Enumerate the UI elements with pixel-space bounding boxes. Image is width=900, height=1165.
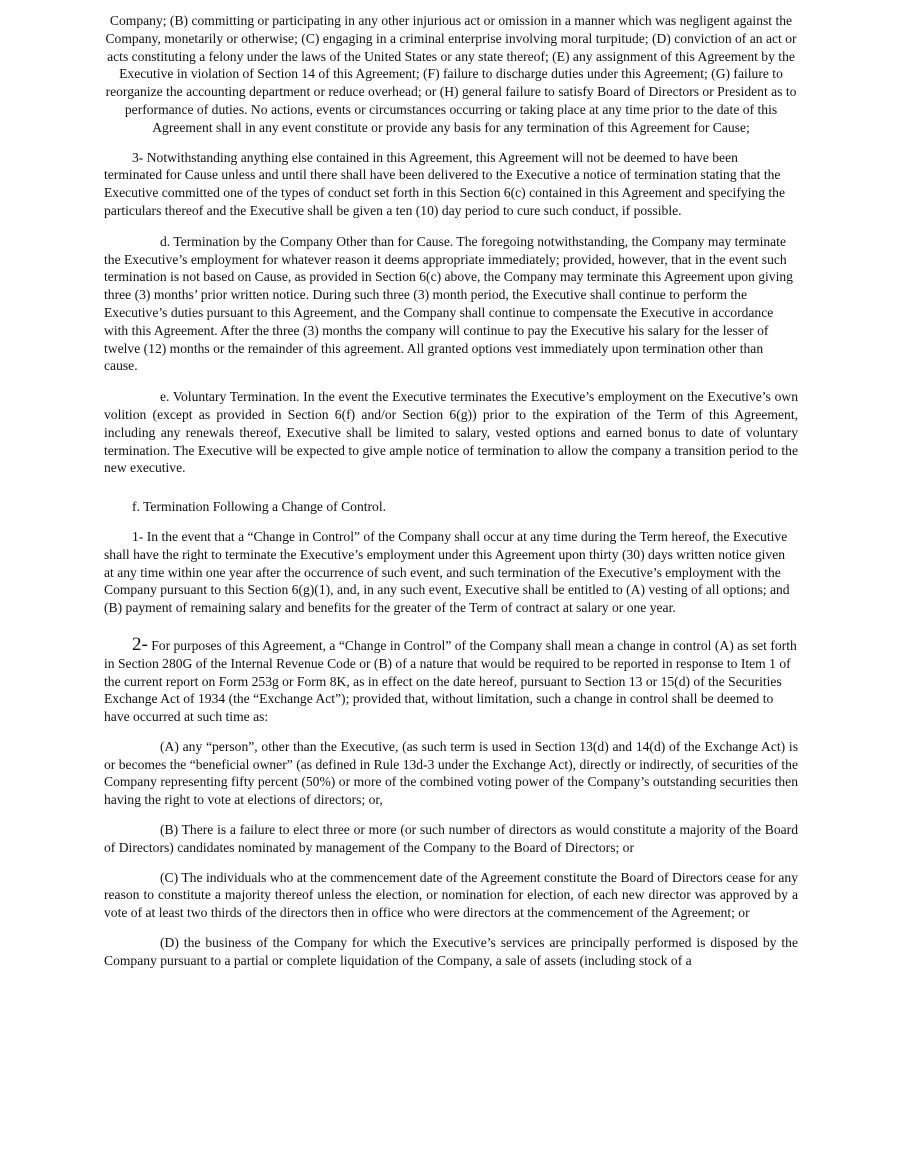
clause-d-business-disposed: (D) the business of the Company for which the Executive’s services are principally performed is disposed by the Company pursuant to a partial or complete liquidation of the Company, a sale of assets (including stock of a [104, 935, 798, 968]
paragraph-3-notice-of-termination: 3- Notwithstanding anything else contained in this Agreement, this Agreement will not be deemed to have been terminated for Cause unless and until there shall have been delivered to the Executive a notice of termination stating that the Executive committed one of the types of conduct set forth in this Section 6(c) contained in this Agreement and specifying the particulars thereof and the Executive shall be given a ten (10) day period to cure such conduct, if possible. [104, 149, 786, 218]
paragraph-2-number: 2- [132, 633, 148, 655]
paragraph-d-termination-other-than-cause: d. Termination by the Company Other than for Cause. The foregoing notwithstanding, the Company may terminate the Executive’s employment for whatever reason it deems appropriate immediately; provided, however, that in the event such termination is not based on Cause, as provided in Section 6(c) above, the Company may terminate this Agreement upon giving three (3) months’ prior written notice. During such three (3) month period, the Executive shall continue to perform the Executive’s duties pursuant to this Agreement, and the Company shall continue to compensate the Executive in accordance with this Agreement. After the three (3) months the company will continue to pay the Executive his salary for the lesser of twelve (12) months or the remainder of this agreement. All granted options vest immediately upon termination other than cause. [104, 233, 793, 374]
paragraph-e-voluntary-termination: e. Voluntary Termination. In the event the Executive terminates the Executive’s employment on the Executive’s own volition (except as provided in Section 6(f) and/or Section 6(g)) prior to the expiration of the Term of this Agreement, including any renewals thereof, Executive shall be limited to salary, vested options and earned bonus to date of voluntary termination. The Executive will be expected to give ample notice of termination to allow the company a transition period to the new executive. [104, 389, 798, 476]
clause-b-failure-to-elect: (B) There is a failure to elect three or more (or such number of directors as would constitute a majority of the Board of Directors) candidates nominated by management of the Company to the Board of Directors; or [104, 822, 798, 855]
paragraph-1-change-in-control-rights: 1- In the event that a “Change in Control” of the Company shall occur at any time during the Term hereof, the Executive shall have the right to terminate the Executive’s employment under this Agreement upon thirty (30) days written notice given at any time within one year after the occurrence of such event, and such termination of the Executive’s employment with the Company pursuant to this Section 6(g)(1), and, in any such event, Executive shall be entitled to (A) vesting of all options; and (B) payment of remaining salary and benefits for the greater of the Term of contract at salary or one year. [104, 528, 790, 616]
document-page [104, 12, 798, 970]
paragraph-2-change-in-control-definition [104, 633, 798, 726]
heading-f-change-of-control: f. Termination Following a Change of Control. [132, 499, 387, 515]
clause-a-beneficial-owner: (A) any “person”, other than the Executive, (as such term is used in Section 13(d) and 14(d) of the Exchange Act) is or becomes the “beneficial owner” (as defined in Rule 13d-3 under the Exchange Act), directly or indirectly, of securities of the Company representing fifty percent (50%) or more of the combined voting power of the Company’s outstanding securities then having the right to vote at elections of directors; or, [104, 738, 798, 808]
paragraph-cause-definition-continued: Company; (B) committing or participating in any other injurious act or omission in a manner which was negligent against the Company, monetarily or otherwise; (C) engaging in a criminal enterprise involving moral turpitude; (D) conviction of an act or acts constituting a felony under the laws of the United States or any state thereof; (E) any assignment of this Agreement by the Executive in violation of Section 14 of this Agreement; (F) failure to discharge duties under this Agreement; (G) failure to reorganize the accounting department or reduce overhead; or (H) general failure to satisfy Board of Directors or President as to performance of duties. No actions, events or circumstances occurring or taking place at any time prior to the date of this Agreement shall in any event constitute or provide any basis for any termination of this Agreement for Cause; [105, 13, 797, 135]
clause-c-board-majority: (C) The individuals who at the commencement date of the Agreement constitute the Board of Directors cease for any reason to constitute a majority thereof unless the election, or nomination for election, of each new director was approved by a vote of at least two thirds of the directors then in office who were directors at the commencement of the Agreement; or [104, 869, 798, 921]
paragraph-2-text: For purposes of this Agreement, a “Change in Control” of the Company shall mean a change in control (A) as set forth in Section 280G of the Internal Revenue Code or (B) of a nature that would be required to be reported in response to Item 1 of the current report on Form 253g or Form 8K, as in effect on the date hereof, pursuant to Section 13 or 15(d) of the Securities Exchange Act of 1934 (the “Exchange Act”); provided that, without limitation, such a change in control shall be deemed to have occurred at such time as: [104, 637, 797, 725]
